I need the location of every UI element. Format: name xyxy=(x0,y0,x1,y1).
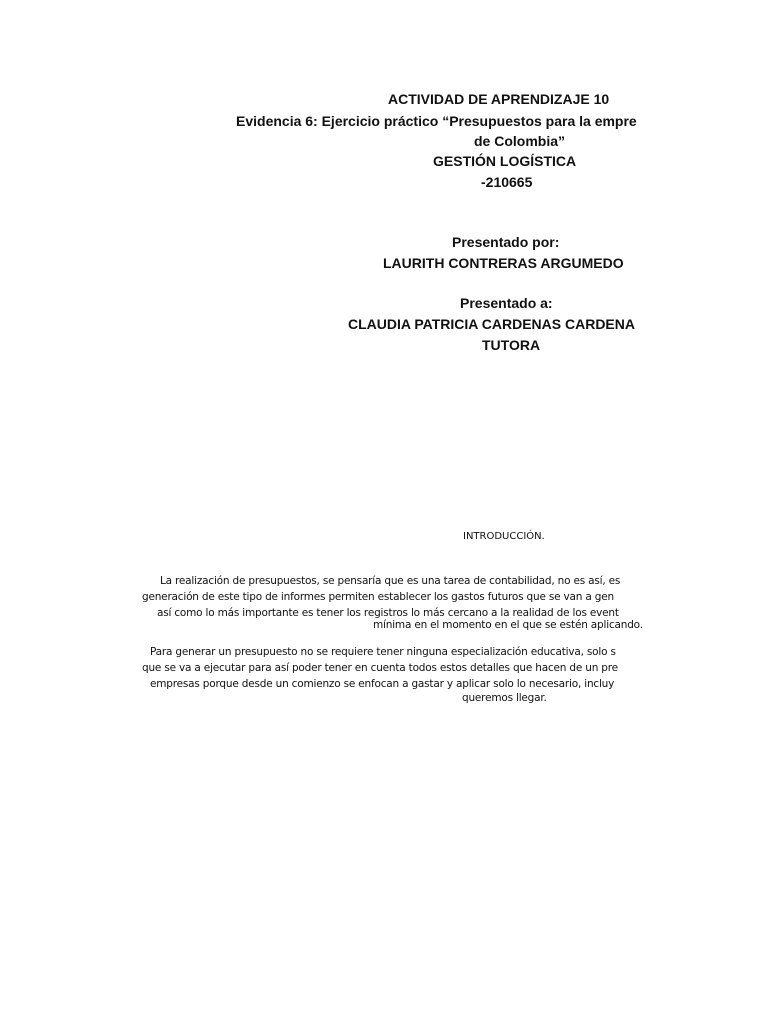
intro-p2-line3: empresas porque desde un comienzo se enfocan a gastar y aplicar solo lo necesario, incluy xyxy=(150,678,615,690)
evidence-title-line2: de Colombia” xyxy=(474,133,566,149)
intro-p1-line3: así como lo más importante es tener los registros lo más cercano a la realidad de los event xyxy=(157,607,619,619)
intro-p2-line4: queremos llegar. xyxy=(462,692,547,704)
intro-p1-line4: mínima en el momento en el que se estén aplicando. xyxy=(373,619,643,631)
course-name: GESTIÓN LOGÍSTICA xyxy=(433,153,577,169)
activity-title: ACTIVIDAD DE APRENDIZAJE 10 xyxy=(388,91,610,107)
course-code: -210665 xyxy=(481,174,533,190)
presented-to-label: Presentado a: xyxy=(460,295,553,311)
tutor-role: TUTORA xyxy=(482,337,541,353)
intro-p1-line1: La realización de presupuestos, se pensaría que es una tarea de contabilidad, no es así, es xyxy=(160,575,621,587)
presented-by-label: Presentado por: xyxy=(452,234,560,250)
intro-p2-line2: que se va a ejecutar para así poder tener en cuenta todos estos detalles que hacen de un pre xyxy=(142,662,618,674)
intro-p2-line1: Para generar un presupuesto no se requiere tener ninguna especialización educativa, solo s xyxy=(150,646,616,658)
tutor-name: CLAUDIA PATRICIA CARDENAS CARDENA xyxy=(348,316,635,332)
evidence-title-line1: Evidencia 6: Ejercicio práctico “Presupuestos para la empre xyxy=(236,113,637,129)
author-name: LAURITH CONTRERAS ARGUMEDO xyxy=(383,255,624,271)
introduction-title: INTRODUCCIÓN. xyxy=(463,531,545,542)
intro-p1-line2: generación de este tipo de informes permiten establecer los gastos futuros que se van a gen xyxy=(142,591,614,603)
